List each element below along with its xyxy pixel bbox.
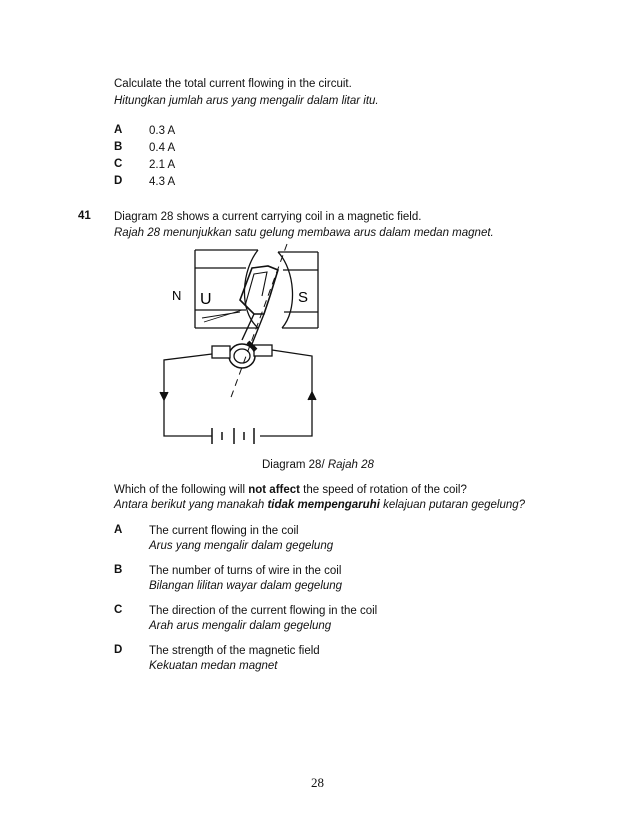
q41-option-d-letter: D <box>114 644 123 656</box>
q40-option-c-letter: C <box>114 158 123 170</box>
q41-intro-ms: Rajah 28 menunjukkan satu gelung membawa arus dalam medan magnet. <box>114 227 494 239</box>
q41-option-d-ms: Kekuatan medan magnet <box>149 660 278 672</box>
q41-question-ms-post: kelajuan putaran gegelung? <box>379 499 526 511</box>
caption-en: Diagram 28/ <box>262 459 328 471</box>
q41-question-ms <box>114 498 525 512</box>
q41-option-a-ms: Arus yang mengalir dalam gegelung <box>149 540 334 552</box>
q40-option-a-letter: A <box>114 124 123 136</box>
q41-option-a-en: The current flowing in the coil <box>149 525 299 537</box>
diagram-caption <box>262 458 374 472</box>
q40-stem-ms: Hitungkan jumlah arus yang mengalir dalam litar itu. <box>114 95 379 107</box>
q40-stem-en: Calculate the total current flowing in the circuit. <box>114 78 352 90</box>
q41-number: 41 <box>78 210 91 222</box>
q41-option-b-en: The number of turns of wire in the coil <box>149 565 342 577</box>
q41-option-b-ms: Bilangan lilitan wayar dalam gegelung <box>149 580 343 592</box>
q41-question-en-pre: Which of the following will <box>114 484 249 496</box>
q40-option-b-value: 0.4 A <box>149 142 176 154</box>
page-number: 28 <box>311 775 324 790</box>
q41-question-en-post: the speed of rotation of the coil? <box>299 484 467 496</box>
q41-option-b-letter: B <box>114 564 123 576</box>
q40-option-d-value: 4.3 A <box>149 176 176 188</box>
q41-option-c-ms: Arah arus mengalir dalam gegelung <box>149 620 332 632</box>
circuit-wire <box>164 350 312 436</box>
q41-question-ms-pre: Antara berikut yang manakah <box>114 499 268 511</box>
q41-question-ms-bold: tidak mempengaruhi <box>267 499 380 511</box>
q40-option-b-letter: B <box>114 141 123 153</box>
battery <box>212 428 254 444</box>
q41-option-c-en: The direction of the current flowing in the coil <box>149 605 378 617</box>
diagram-28-motor <box>150 240 340 450</box>
pole-n-label: N <box>172 288 182 303</box>
pole-s-label: S <box>298 289 309 306</box>
q41-option-a-letter: A <box>114 524 123 536</box>
q41-question-en <box>114 483 467 497</box>
q40-option-a-value: 0.3 A <box>149 125 176 137</box>
coil-label-u: U <box>200 291 212 308</box>
q41-option-d-en: The strength of the magnetic field <box>149 645 320 657</box>
q40-option-c-value: 2.1 A <box>149 159 176 171</box>
q41-intro-en: Diagram 28 shows a current carrying coil in a magnetic field. <box>114 211 422 223</box>
q41-option-c-letter: C <box>114 604 123 616</box>
q40-option-d-letter: D <box>114 175 123 187</box>
q41-question-en-bold: not affect <box>248 484 300 496</box>
caption-ms: Rajah 28 <box>327 459 374 471</box>
